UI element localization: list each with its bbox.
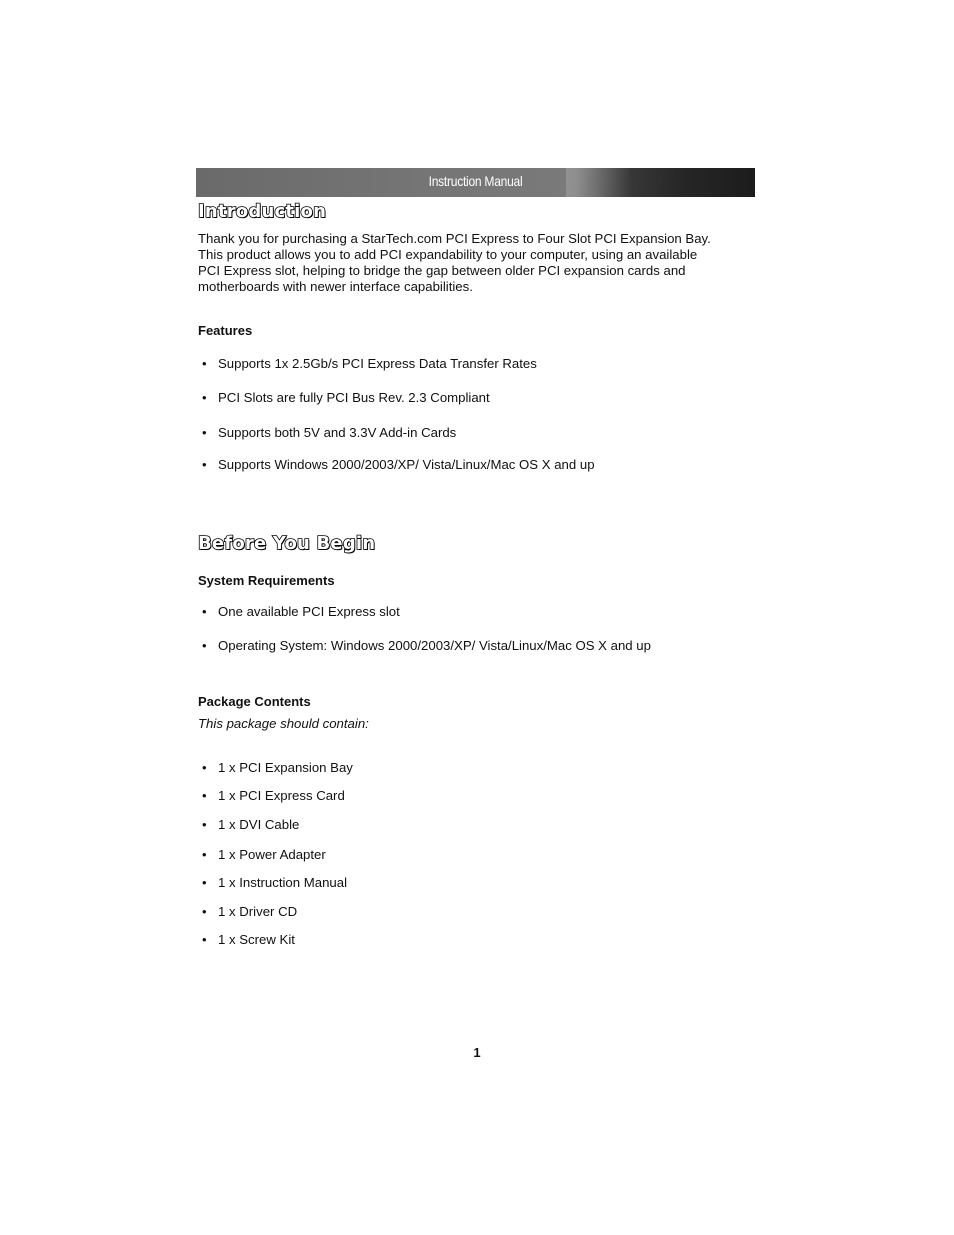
- list-item-text: 1 x Screw Kit: [218, 932, 295, 947]
- introduction-paragraph: [198, 231, 758, 295]
- bullet-icon: •: [202, 760, 207, 775]
- list-item: [202, 847, 326, 862]
- list-item: [202, 904, 297, 919]
- introduction-line: motherboards with newer interface capabilities.: [198, 279, 473, 294]
- bullet-icon: •: [202, 457, 207, 472]
- bullet-icon: •: [202, 847, 207, 862]
- list-item-text: 1 x DVI Cable: [218, 817, 300, 832]
- list-item-text: 1 x PCI Expansion Bay: [218, 760, 353, 775]
- list-item-text: Operating System: Windows 2000/2003/XP/ Vista/Linux/Mac OS X and up: [218, 638, 651, 653]
- introduction-heading: Introduction: [198, 201, 327, 222]
- list-item: [202, 390, 490, 405]
- list-item: [202, 604, 400, 619]
- list-item: [202, 457, 595, 472]
- list-item-text: Supports Windows 2000/2003/XP/ Vista/Linux/Mac OS X and up: [218, 457, 595, 472]
- list-item-text: 1 x Power Adapter: [218, 847, 326, 862]
- package-contents-heading: Package Contents: [198, 694, 311, 709]
- list-item: [202, 356, 537, 371]
- bullet-icon: •: [202, 788, 207, 803]
- list-item-text: 1 x Driver CD: [218, 904, 298, 919]
- list-item-text: PCI Slots are fully PCI Bus Rev. 2.3 Compliant: [218, 390, 490, 405]
- list-item-text: One available PCI Express slot: [218, 604, 400, 619]
- introduction-line: Thank you for purchasing a StarTech.com PCI Express to Four Slot PCI Expansion Bay.: [198, 231, 711, 246]
- list-item: [202, 788, 345, 803]
- introduction-line: This product allows you to add PCI expandability to your computer, using an available: [198, 247, 698, 262]
- manual-page: [196, 168, 755, 947]
- features-heading: Features: [198, 323, 253, 338]
- list-item-text: 1 x PCI Express Card: [218, 788, 345, 803]
- list-item: [202, 932, 295, 947]
- bullet-icon: •: [202, 904, 207, 919]
- list-item: [202, 638, 651, 653]
- list-item: [202, 760, 353, 775]
- list-item: [202, 817, 299, 832]
- list-item-text: Supports 1x 2.5Gb/s PCI Express Data Transfer Rates: [218, 356, 537, 371]
- list-item: [202, 875, 347, 890]
- bullet-icon: •: [202, 425, 207, 440]
- bullet-icon: •: [202, 390, 207, 405]
- bullet-icon: •: [202, 356, 207, 371]
- bullet-icon: •: [202, 932, 207, 947]
- bullet-icon: •: [202, 817, 207, 832]
- list-item-text: 1 x Instruction Manual: [218, 875, 348, 890]
- system-requirements-heading: System Requirements: [198, 573, 335, 588]
- before-you-begin-heading: Before You Begin: [198, 533, 376, 554]
- introduction-line: PCI Express slot, helping to bridge the gap between older PCI expansion cards and: [198, 263, 686, 278]
- package-contents-note: This package should contain:: [198, 716, 369, 731]
- bullet-icon: •: [202, 875, 207, 890]
- bullet-icon: •: [202, 638, 207, 653]
- page-number: 1: [473, 1045, 481, 1060]
- header-bar: [196, 168, 755, 197]
- list-item-text: Supports both 5V and 3.3V Add-in Cards: [218, 425, 457, 440]
- bullet-icon: •: [202, 604, 207, 619]
- list-item: [202, 425, 456, 440]
- header-title: Instruction Manual: [428, 173, 523, 189]
